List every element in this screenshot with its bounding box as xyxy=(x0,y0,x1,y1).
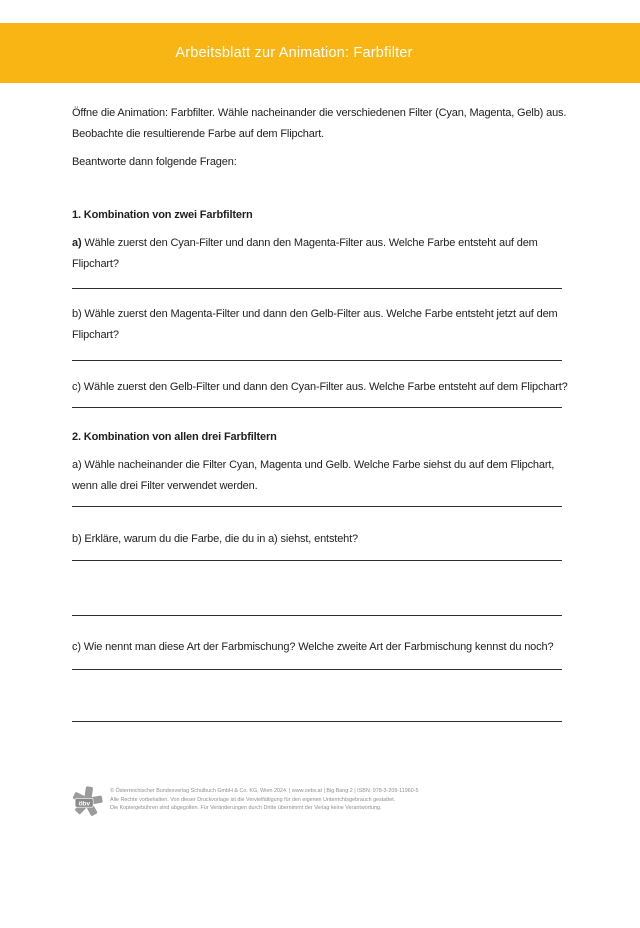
page-title: Arbeitsblatt zur Animation: Farbfilter xyxy=(175,45,413,61)
answer-line-1b xyxy=(72,360,562,361)
question-1a xyxy=(72,233,572,275)
answer-line-2a xyxy=(72,506,562,507)
answer-line-1c xyxy=(72,407,562,408)
question-2a-text: Wähle nacheinander die Filter Cyan, Magenta und Gelb. Welche Farbe siehst du auf dem Flipchart, wenn alle drei Filter verwendet werden. xyxy=(72,459,555,492)
question-1b-text: Wähle zuerst den Magenta-Filter und dann den Gelb-Filter aus. Welche Farbe entsteht jetzt auf dem Flipchart? xyxy=(72,308,558,341)
publisher-footer xyxy=(72,785,572,817)
oebv-logo-icon xyxy=(72,786,103,817)
question-1c-text: Wähle zuerst den Gelb-Filter und dann den Cyan-Filter aus. Welche Farbe entsteht auf dem Flipchart? xyxy=(83,381,568,393)
question-1a-label: a) xyxy=(72,237,82,249)
footer-legal-text xyxy=(110,785,419,813)
question-2c xyxy=(72,637,572,658)
worksheet-header-band xyxy=(0,23,640,83)
answer-line-2c-1 xyxy=(72,669,562,670)
question-2b-label: b) xyxy=(72,533,82,545)
footer-copyright-line: © Österreichischer Bundesverlag Schulbuch GmbH & Co. KG, Wien 2024. | www.oebv.at | Big Bang 2 | ISBN: 978-3-209-11960-5 xyxy=(110,788,419,794)
answer-line-2c-2 xyxy=(72,721,562,722)
question-1c-label: c) xyxy=(72,381,81,393)
section-2-heading: 2. Kombination von allen drei Farbfiltern xyxy=(72,431,277,443)
worksheet-body xyxy=(72,103,572,817)
question-1b-label: b) xyxy=(72,308,82,320)
footer-rights-line: Alle Rechte vorbehalten. Von dieser Druckvorlage ist die Vervielfältigung für den eigenen Unterrichtsgebrauch gestattet. xyxy=(110,796,396,803)
question-2a-label: a) xyxy=(72,459,82,471)
question-2c-label: c) xyxy=(72,641,81,653)
footer-fees-line: Die Kopiergebühren sind abgegolten. Für Veränderungen durch Dritte übernimmt der Verlag keine Verantwortung. xyxy=(110,805,382,812)
question-2a xyxy=(72,455,572,497)
question-1c xyxy=(72,377,572,398)
section-1-heading: 1. Kombination von zwei Farbfiltern xyxy=(72,209,253,221)
intro-paragraph: Öffne die Animation: Farbfilter. Wähle nacheinander die verschiedenen Filter (Cyan, Magenta, Gelb) aus. Beobachte die resultierende Farbe auf dem Flipchart. xyxy=(72,107,567,140)
question-1a-text: Wähle zuerst den Cyan-Filter und dann den Magenta-Filter aus. Welche Farbe entsteht auf dem Flipchart? xyxy=(72,237,538,270)
question-2c-text: Wie nennt man diese Art der Farbmischung? Welche zweite Art der Farbmischung kennst du noch? xyxy=(83,641,554,653)
question-2b xyxy=(72,529,572,550)
oebv-logo-text: öbv xyxy=(78,800,90,808)
answer-line-2b-2 xyxy=(72,615,562,616)
question-1b xyxy=(72,304,572,346)
intro-instruction: Beantworte dann folgende Fragen: xyxy=(72,156,237,168)
question-2b-text: Erkläre, warum du die Farbe, die du in a) siehst, entsteht? xyxy=(84,533,359,545)
answer-line-1a xyxy=(72,288,562,289)
answer-line-2b-1 xyxy=(72,560,562,561)
